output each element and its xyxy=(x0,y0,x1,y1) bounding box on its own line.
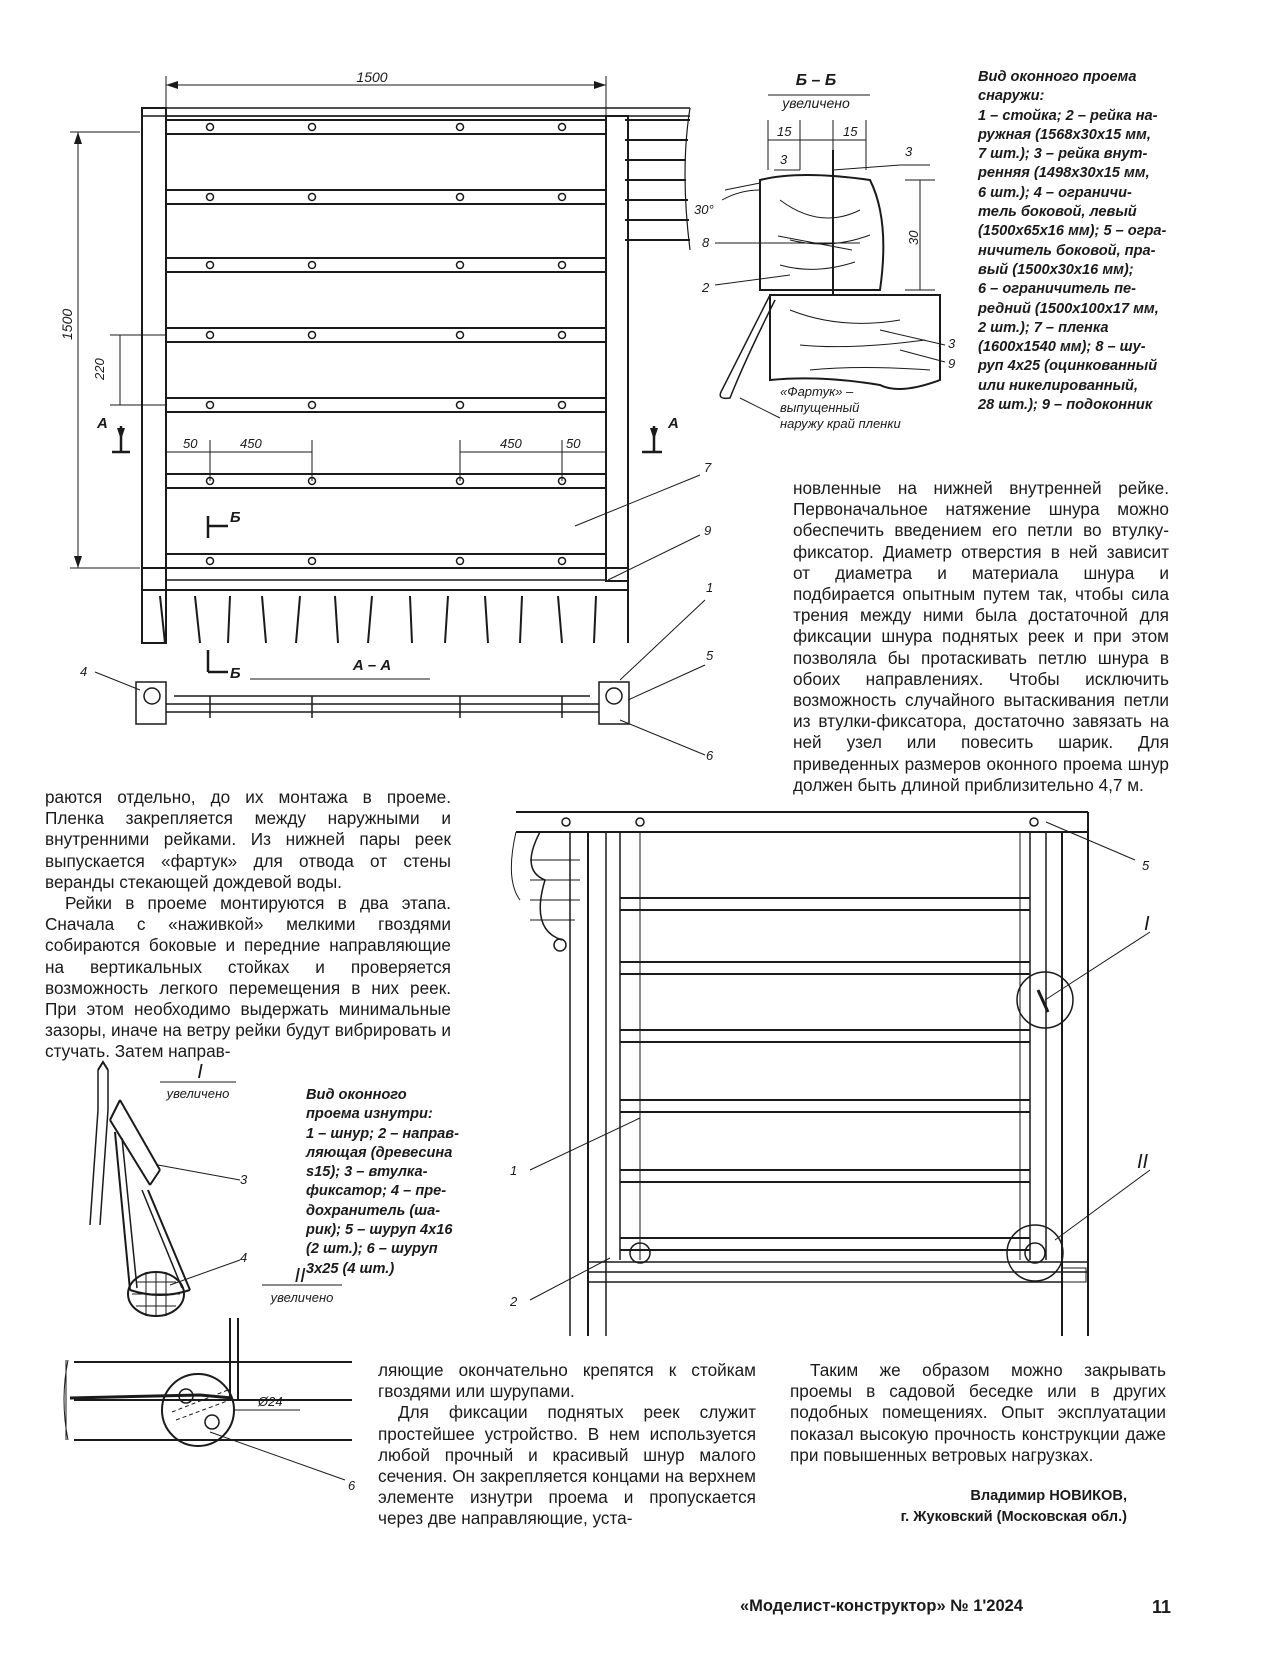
caption-inside-line: дохранитель (ша- xyxy=(306,1202,441,1219)
caption-inside-line: 1 – шнур; 2 – направ- xyxy=(306,1125,459,1142)
dim-450-left: 450 xyxy=(240,436,262,451)
callout-5-inside: 5 xyxy=(1142,858,1150,873)
section-bb-title: Б – Б xyxy=(795,72,837,89)
caption-outside-line: ничитель боковой, пра- xyxy=(978,242,1156,259)
callout-9: 9 xyxy=(704,523,712,538)
detail-II-title: II xyxy=(294,1265,306,1287)
page-number: 11 xyxy=(1152,1597,1172,1617)
callout-4-aa: 4 xyxy=(80,664,88,679)
body-text-right-bottom xyxy=(790,1360,1166,1466)
caption-outside-line: 7 шт.); 3 – рейка внут- xyxy=(978,146,1148,163)
section-aa-title: А – А xyxy=(352,657,392,674)
caption-outside-line: (1500х65х16 мм); 5 – огра- xyxy=(978,223,1167,240)
callout-2-bb: 2 xyxy=(702,280,710,295)
caption-inside-title-1: Вид оконного xyxy=(306,1087,407,1103)
section-b-bottom: Б xyxy=(230,665,241,682)
caption-outside-line: 6 – ограничитель пе- xyxy=(978,281,1136,298)
dim-15-a: 15 xyxy=(777,124,792,139)
caption-outside xyxy=(978,68,1168,415)
callout-6-aa: 6 xyxy=(706,748,714,763)
dim-width-1500: 1500 xyxy=(356,69,388,85)
caption-inside-line: (2 шт.); 6 – шуруп xyxy=(306,1241,438,1258)
caption-inside-line: фиксатор; 4 – пре- xyxy=(306,1183,447,1200)
callout-3-bb: 3 xyxy=(948,336,956,351)
paragraph: ляющие окончательно крепятся к стойкам гвоздями или шурупами. xyxy=(378,1360,756,1402)
paragraph: Таким же образом можно закрывать проемы в садовой беседке или в других подобных помещениях. Опыт эксплуатации показал высокую прочность конструкции даже при повышенных ветровых нагрузках. xyxy=(790,1360,1166,1465)
callout-7: 7 xyxy=(704,460,712,475)
caption-outside-line: (1600х1540 мм); 8 – шу- xyxy=(978,339,1146,356)
caption-inside-title-2: проема изнутри: xyxy=(306,1106,433,1123)
caption-outside-line: руп 4х25 (оцинкованный xyxy=(978,358,1158,375)
paragraph: Рейки в проеме монтируются в два этапа. Сначала с «наживкой» мелкими гвоздями собираются боковые и передние направляющие на вертикальных стойках и проверяется возможность легкого перемещения в них реек. При этом необходимо выдержать минимальные зазоры, иначе на ветру рейки будут вибрировать и стучать. Затем направ- xyxy=(45,893,451,1062)
section-bb-subtitle: увеличено xyxy=(782,95,850,111)
caption-outside-line: ренняя (1498х30х15 мм, xyxy=(978,165,1150,182)
callout-6-detail: 6 xyxy=(348,1478,356,1493)
dim-450-right: 450 xyxy=(500,436,522,451)
caption-inside-line: 3х25 (4 шт.) xyxy=(306,1260,395,1277)
section-a-right: А xyxy=(668,415,679,432)
author-city: г. Жуковский (Московская обл.) xyxy=(900,1509,1127,1525)
author-name: Владимир НОВИКОВ, xyxy=(970,1488,1127,1504)
caption-inside-line: s15); 3 – втулка- xyxy=(306,1164,428,1181)
fartuk-line2: выпущенный xyxy=(780,400,860,415)
dim-50-right: 50 xyxy=(566,436,581,451)
caption-outside-line: 1 – стойка; 2 – рейка на- xyxy=(978,107,1158,124)
callout-3-detail: 3 xyxy=(240,1172,248,1187)
callout-4-detail: 4 xyxy=(240,1250,248,1265)
dim-15-b: 15 xyxy=(843,124,858,139)
callout-9-bb: 9 xyxy=(948,356,956,371)
dim-50-left: 50 xyxy=(183,436,198,451)
dim-d24: Ø24 xyxy=(258,1394,283,1409)
paragraph: раются отдельно, до их монтажа в проеме. Пленка закрепляется между наружными и внутренними рейками. Из нижней пары реек выпускается «фартук» для отвода от стены веранды стекающей дождевой воды. xyxy=(45,787,451,892)
fartuk-line3: наружу край пленки xyxy=(780,416,901,431)
caption-outside-line: 2 шт.); 7 – пленка xyxy=(978,319,1109,336)
caption-outside-line: или никелированный, xyxy=(978,377,1139,394)
dim-30-angle: 30° xyxy=(694,202,714,217)
dim-3-a: 3 xyxy=(780,152,788,167)
dim-220: 220 xyxy=(92,358,107,380)
fartuk-line1: «Фартук» – xyxy=(780,384,854,399)
caption-outside-title-2: снаружи: xyxy=(978,88,1045,105)
dim-height-1500: 1500 xyxy=(59,308,75,340)
callout-1-inside: 1 xyxy=(510,1163,518,1178)
body-text-mid-bottom xyxy=(378,1360,756,1530)
caption-outside-line: тель боковой, левый xyxy=(978,204,1137,221)
caption-inside-line: рик); 5 – шуруп 4х16 xyxy=(306,1222,453,1239)
callout-8: 8 xyxy=(702,235,710,250)
callout-2-inside: 2 xyxy=(510,1294,518,1309)
caption-inside xyxy=(306,1086,474,1279)
section-b-top: Б xyxy=(230,509,241,526)
caption-inside-line: ляющая (древесина xyxy=(306,1144,453,1161)
callout-1-aa: 1 xyxy=(706,580,714,595)
detail-I-title: I xyxy=(197,1061,203,1083)
caption-outside-line: 6 шт.); 4 – ограничи- xyxy=(978,184,1132,201)
paragraph: Для фиксации поднятых реек служит простейшее устройство. В нем используется любой прочный и красивый шнур малого сечения. Он закрепляется концами на верхнем элементе изнутри проема и пропускается через две направляющие, уста- xyxy=(378,1402,756,1529)
caption-outside-line: ружная (1568х30х15 мм, xyxy=(978,126,1151,143)
dim-3-b: 3 xyxy=(905,144,913,159)
page-footer: «Моделист-конструктор» № 1'2024 xyxy=(740,1597,1024,1615)
callout-I-inside: I xyxy=(1144,913,1150,935)
caption-outside-line: вый (1500х30х16 мм); xyxy=(978,261,1134,278)
detail-I-subtitle: увеличено xyxy=(166,1086,230,1101)
detail-II-subtitle: увеличено xyxy=(270,1290,334,1305)
callout-5-aa: 5 xyxy=(706,648,714,663)
dim-30: 30 xyxy=(906,230,921,245)
caption-outside-line: редний (1500х100х17 мм, xyxy=(978,300,1159,317)
callout-II-inside: II xyxy=(1137,1151,1149,1173)
caption-outside-line: 28 шт.); 9 – подоконник xyxy=(978,397,1153,414)
body-text-right-top xyxy=(793,478,1169,796)
caption-outside-title-1: Вид оконного проема xyxy=(978,69,1137,85)
paragraph: новленные на нижней внутренней рейке. Первоначальное натяжение шнура можно обеспечить введением его петли во втулку-фиксатор. Диаметр отверстия в ней зависит от диаметра и материала шнура и подбирается опытным путем так, чтобы сила трения между ними была достаточной для фиксации шнура поднятых реек и при этом позволяла бы протаскивать петлю шнура в обоих направлениях. Чтобы исключить возможность случайного вытаскивания петли из втулки-фиксатора, достаточно завязать на ней узел или повесить шарик. Для приведенных размеров оконного проема шнур должен быть длиной приблизительно 4,7 м. xyxy=(793,478,1169,795)
section-a-left: А xyxy=(97,415,108,432)
body-text-left-mid xyxy=(45,787,451,1063)
